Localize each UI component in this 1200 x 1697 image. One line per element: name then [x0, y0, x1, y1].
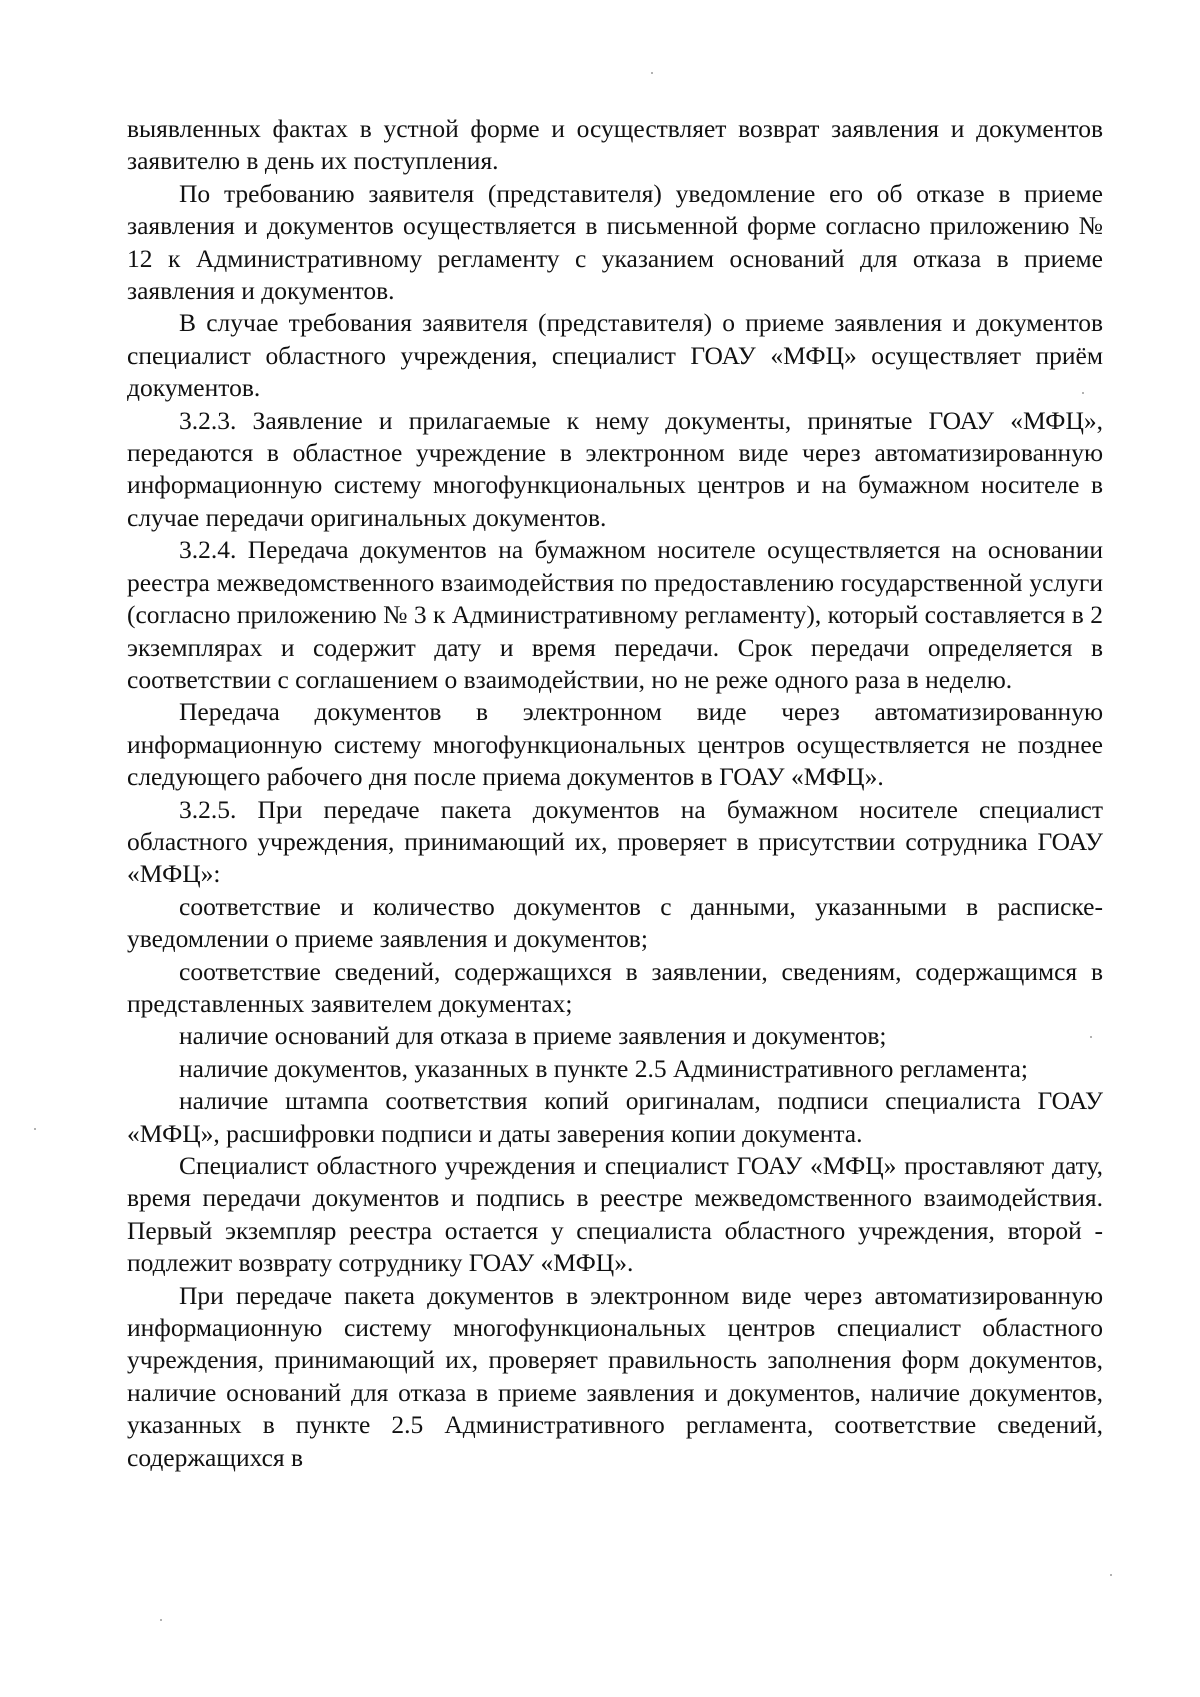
list-item-copy-stamp: наличие штампа соответствия копий оригиналам, подписи специалиста ГОАУ «МФЦ», расшифровки подписи и даты заверения копии документа.: [127, 1086, 1103, 1148]
scan-speck: [34, 1128, 36, 1130]
scan-speck: [160, 1619, 162, 1621]
paragraph-applicant-request: В случае требования заявителя (представителя) о приеме заявления и документов специалист областного учреждения, специалист ГОАУ «МФЦ» осуществляет приём документов.: [127, 308, 1103, 403]
scan-speck: [651, 72, 653, 74]
list-item-refusal-grounds: наличие оснований для отказа в приеме заявления и документов;: [179, 1021, 887, 1051]
paragraph-3-2-5: 3.2.5. При передаче пакета документов на бумажном носителе специалист областного учреждения, принимающий их, проверяет в присутствии сотрудника ГОАУ «МФЦ»:: [127, 794, 1103, 889]
paragraph-3-2-4: 3.2.4. Передача документов на бумажном носителе осуществляется на основании реестра межведомственного взаимодействия по предоставлению государственной услуги (согласно приложению № 3 к Административному регламенту), который составляется в 2 экземплярах и содержит дату и время передачи. Срок передачи определяется в соответствии с соглашением о взаимодействии, но не реже одного раза в неделю.: [127, 535, 1103, 694]
list-item-information-match: соответствие сведений, содержащихся в заявлении, сведениям, содержащимся в представленных заявителем документах;: [127, 956, 1103, 1018]
list-item-required-documents: наличие документов, указанных в пункте 2.5 Административного регламента;: [179, 1053, 1029, 1083]
paragraph-3-2-3: 3.2.3. Заявление и прилагаемые к нему документы, принятые ГОАУ «МФЦ», передаются в областное учреждение в электронном виде через автоматизированную информационную систему многофункциональных центров и на бумажном носителе в случае передачи оригинальных документов.: [127, 405, 1103, 532]
paragraph-continuation: выявленных фактах в устной форме и осуществляет возврат заявления и документов заявителю в день их поступления.: [127, 114, 1103, 176]
document-body: [127, 113, 1103, 1474]
paragraph-electronic-transfer: Передача документов в электронном виде через автоматизированную информационную систему многофункциональных центров осуществляется не позднее следующего рабочего дня после приема документов в ГОАУ «МФЦ».: [127, 697, 1103, 792]
scan-speck: [1082, 392, 1084, 394]
paragraph-refusal-notice: По требованию заявителя (представителя) уведомление его об отказе в приеме заявления и документов осуществляется в письменной форме согласно приложению № 12 к Административному регламенту с указанием оснований для отказа в приеме заявления и документов.: [127, 178, 1103, 306]
paragraph-electronic-check: При передаче пакета документов в электронном виде через автоматизированную информационную систему многофункциональных центров специалист областного учреждения, принимающий их, проверяет правильность заполнения форм документов, наличие оснований для отказа в приеме заявления и документов, наличие документов, указанных в пункте 2.5 Административного регламента, соответствие сведений, содержащихся в: [127, 1280, 1103, 1472]
scan-speck: [1090, 1036, 1092, 1038]
scan-speck: [1110, 1574, 1112, 1576]
paragraph-registry-signing: Специалист областного учреждения и специалист ГОАУ «МФЦ» проставляют дату, время передачи документов и подпись в реестре межведомственного взаимодействия. Первый экземпляр реестра остается у специалиста областного учреждения, второй - подлежит возврату сотруднику ГОАУ «МФЦ».: [127, 1151, 1103, 1278]
list-item-document-count: соответствие и количество документов с данными, указанными в расписке-уведомлении о приеме заявления и документов;: [127, 891, 1103, 954]
